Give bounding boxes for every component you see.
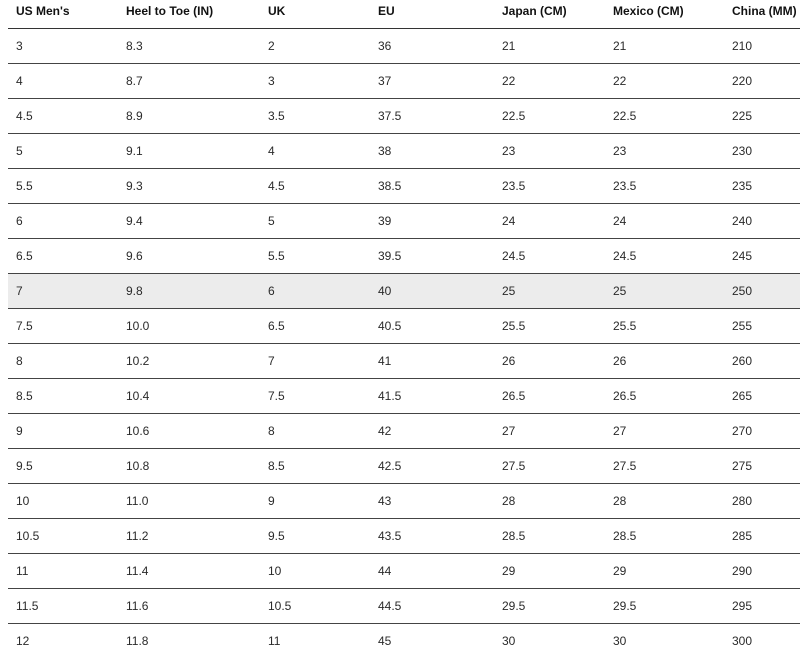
cell-eu: 44.5 — [370, 589, 494, 624]
cell-japan: 28 — [494, 484, 605, 519]
cell-eu: 39.5 — [370, 239, 494, 274]
cell-heel-to-toe: 11.2 — [118, 519, 260, 554]
cell-mexico: 29.5 — [605, 589, 724, 624]
cell-china: 230 — [724, 134, 800, 169]
cell-mexico: 24 — [605, 204, 724, 239]
cell-heel-to-toe: 10.6 — [118, 414, 260, 449]
cell-mexico: 22.5 — [605, 99, 724, 134]
cell-china: 280 — [724, 484, 800, 519]
cell-china: 285 — [724, 519, 800, 554]
cell-japan: 26 — [494, 344, 605, 379]
table-row — [8, 414, 800, 449]
column-header-mexico: Mexico (CM) — [605, 0, 724, 29]
table-row — [8, 484, 800, 519]
table-row — [8, 64, 800, 99]
cell-us-mens: 6.5 — [8, 239, 118, 274]
cell-heel-to-toe: 10.8 — [118, 449, 260, 484]
cell-japan: 26.5 — [494, 379, 605, 414]
cell-china: 300 — [724, 624, 800, 658]
table-row — [8, 169, 800, 204]
cell-uk: 5.5 — [260, 239, 370, 274]
cell-heel-to-toe: 10.4 — [118, 379, 260, 414]
cell-china: 225 — [724, 99, 800, 134]
cell-china: 240 — [724, 204, 800, 239]
cell-mexico: 25 — [605, 274, 724, 309]
cell-us-mens: 10.5 — [8, 519, 118, 554]
cell-mexico: 26 — [605, 344, 724, 379]
table-row — [8, 29, 800, 64]
cell-china: 275 — [724, 449, 800, 484]
table-row — [8, 589, 800, 624]
cell-us-mens: 11 — [8, 554, 118, 589]
cell-uk: 3.5 — [260, 99, 370, 134]
cell-eu: 42 — [370, 414, 494, 449]
cell-uk: 7 — [260, 344, 370, 379]
size-chart-body — [8, 29, 800, 658]
column-header-heel-to-toe: Heel to Toe (IN) — [118, 0, 260, 29]
cell-eu: 38 — [370, 134, 494, 169]
cell-heel-to-toe: 9.3 — [118, 169, 260, 204]
cell-eu: 41.5 — [370, 379, 494, 414]
cell-heel-to-toe: 8.9 — [118, 99, 260, 134]
cell-eu: 45 — [370, 624, 494, 658]
cell-us-mens: 5.5 — [8, 169, 118, 204]
table-row — [8, 379, 800, 414]
table-row — [8, 554, 800, 589]
cell-china: 220 — [724, 64, 800, 99]
cell-eu: 43.5 — [370, 519, 494, 554]
column-header-china: China (MM) — [724, 0, 800, 29]
cell-us-mens: 8 — [8, 344, 118, 379]
cell-us-mens: 11.5 — [8, 589, 118, 624]
cell-us-mens: 8.5 — [8, 379, 118, 414]
cell-us-mens: 7.5 — [8, 309, 118, 344]
cell-japan: 23 — [494, 134, 605, 169]
cell-japan: 25.5 — [494, 309, 605, 344]
cell-heel-to-toe: 11.8 — [118, 624, 260, 658]
cell-japan: 21 — [494, 29, 605, 64]
cell-uk: 3 — [260, 64, 370, 99]
cell-heel-to-toe: 9.6 — [118, 239, 260, 274]
cell-china: 290 — [724, 554, 800, 589]
table-row — [8, 239, 800, 274]
cell-mexico: 29 — [605, 554, 724, 589]
cell-mexico: 23 — [605, 134, 724, 169]
cell-heel-to-toe: 8.7 — [118, 64, 260, 99]
cell-eu: 36 — [370, 29, 494, 64]
cell-mexico: 27.5 — [605, 449, 724, 484]
cell-uk: 10.5 — [260, 589, 370, 624]
cell-eu: 37.5 — [370, 99, 494, 134]
cell-china: 270 — [724, 414, 800, 449]
cell-japan: 29 — [494, 554, 605, 589]
cell-china: 235 — [724, 169, 800, 204]
cell-uk: 9.5 — [260, 519, 370, 554]
column-header-uk: UK — [260, 0, 370, 29]
cell-japan: 27 — [494, 414, 605, 449]
cell-heel-to-toe: 9.8 — [118, 274, 260, 309]
cell-uk: 11 — [260, 624, 370, 658]
cell-japan: 24.5 — [494, 239, 605, 274]
table-row — [8, 134, 800, 169]
cell-mexico: 27 — [605, 414, 724, 449]
cell-mexico: 25.5 — [605, 309, 724, 344]
header-row — [8, 0, 800, 29]
cell-uk: 2 — [260, 29, 370, 64]
cell-eu: 37 — [370, 64, 494, 99]
cell-mexico: 30 — [605, 624, 724, 658]
cell-eu: 39 — [370, 204, 494, 239]
table-row — [8, 204, 800, 239]
cell-eu: 44 — [370, 554, 494, 589]
cell-eu: 40.5 — [370, 309, 494, 344]
cell-china: 260 — [724, 344, 800, 379]
cell-heel-to-toe: 8.3 — [118, 29, 260, 64]
size-chart-table — [8, 0, 800, 658]
cell-eu: 40 — [370, 274, 494, 309]
cell-heel-to-toe: 11.0 — [118, 484, 260, 519]
cell-china: 210 — [724, 29, 800, 64]
cell-us-mens: 5 — [8, 134, 118, 169]
cell-us-mens: 3 — [8, 29, 118, 64]
cell-uk: 8.5 — [260, 449, 370, 484]
cell-uk: 6 — [260, 274, 370, 309]
cell-japan: 25 — [494, 274, 605, 309]
cell-us-mens: 12 — [8, 624, 118, 658]
cell-us-mens: 10 — [8, 484, 118, 519]
cell-japan: 30 — [494, 624, 605, 658]
size-chart-header — [8, 0, 800, 29]
cell-mexico: 22 — [605, 64, 724, 99]
table-row — [8, 309, 800, 344]
cell-heel-to-toe: 9.4 — [118, 204, 260, 239]
cell-heel-to-toe: 10.2 — [118, 344, 260, 379]
cell-us-mens: 4 — [8, 64, 118, 99]
cell-japan: 23.5 — [494, 169, 605, 204]
cell-heel-to-toe: 11.4 — [118, 554, 260, 589]
cell-mexico: 23.5 — [605, 169, 724, 204]
cell-us-mens: 9.5 — [8, 449, 118, 484]
cell-eu: 42.5 — [370, 449, 494, 484]
table-row — [8, 99, 800, 134]
cell-china: 255 — [724, 309, 800, 344]
table-row — [8, 519, 800, 554]
table-row — [8, 274, 800, 309]
cell-eu: 41 — [370, 344, 494, 379]
cell-china: 250 — [724, 274, 800, 309]
cell-mexico: 21 — [605, 29, 724, 64]
cell-us-mens: 9 — [8, 414, 118, 449]
cell-uk: 4 — [260, 134, 370, 169]
cell-eu: 43 — [370, 484, 494, 519]
cell-uk: 6.5 — [260, 309, 370, 344]
cell-uk: 8 — [260, 414, 370, 449]
cell-japan: 27.5 — [494, 449, 605, 484]
cell-uk: 4.5 — [260, 169, 370, 204]
cell-mexico: 24.5 — [605, 239, 724, 274]
cell-uk: 9 — [260, 484, 370, 519]
column-header-us-mens: US Men's — [8, 0, 118, 29]
cell-uk: 5 — [260, 204, 370, 239]
cell-heel-to-toe: 9.1 — [118, 134, 260, 169]
cell-japan: 29.5 — [494, 589, 605, 624]
cell-us-mens: 4.5 — [8, 99, 118, 134]
cell-heel-to-toe: 10.0 — [118, 309, 260, 344]
cell-china: 245 — [724, 239, 800, 274]
cell-uk: 10 — [260, 554, 370, 589]
cell-us-mens: 6 — [8, 204, 118, 239]
cell-china: 265 — [724, 379, 800, 414]
table-row — [8, 449, 800, 484]
cell-japan: 28.5 — [494, 519, 605, 554]
cell-japan: 22 — [494, 64, 605, 99]
cell-japan: 22.5 — [494, 99, 605, 134]
cell-japan: 24 — [494, 204, 605, 239]
cell-eu: 38.5 — [370, 169, 494, 204]
cell-heel-to-toe: 11.6 — [118, 589, 260, 624]
table-row — [8, 344, 800, 379]
cell-mexico: 26.5 — [605, 379, 724, 414]
table-row — [8, 624, 800, 658]
cell-us-mens: 7 — [8, 274, 118, 309]
cell-uk: 7.5 — [260, 379, 370, 414]
cell-mexico: 28 — [605, 484, 724, 519]
cell-mexico: 28.5 — [605, 519, 724, 554]
column-header-eu: EU — [370, 0, 494, 29]
cell-china: 295 — [724, 589, 800, 624]
column-header-japan: Japan (CM) — [494, 0, 605, 29]
